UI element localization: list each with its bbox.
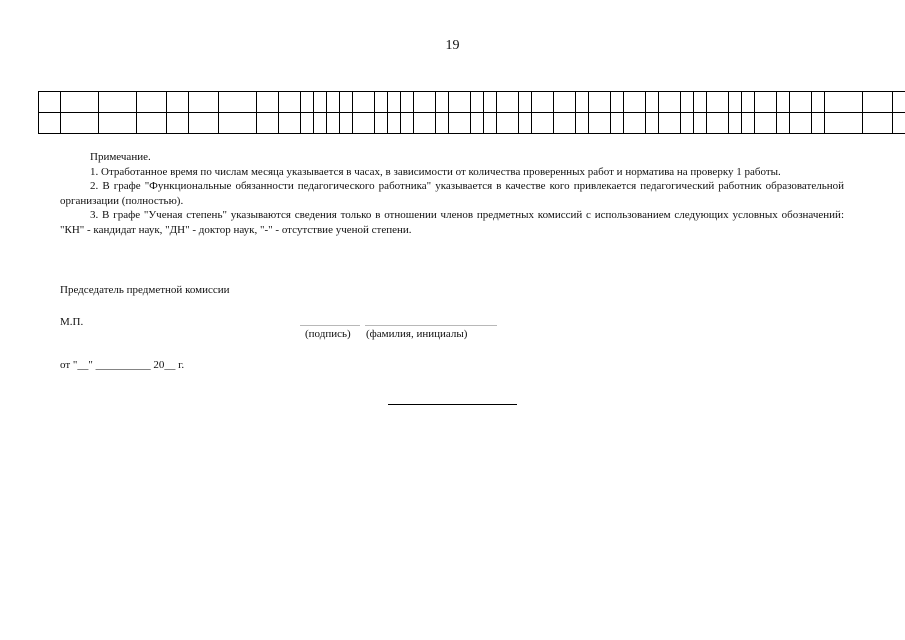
table-cell (707, 113, 729, 134)
table-cell (825, 113, 863, 134)
page-number: 19 (445, 38, 460, 53)
table-cell (659, 92, 681, 113)
table-cell (497, 92, 519, 113)
table-cell (863, 92, 893, 113)
table-cell (646, 113, 659, 134)
table-cell (755, 113, 777, 134)
end-rule (388, 404, 517, 405)
table-cell (532, 113, 554, 134)
table-cell (375, 113, 388, 134)
table-cell (624, 113, 646, 134)
name-line (365, 325, 497, 326)
table-cell (681, 113, 694, 134)
table-cell (61, 92, 99, 113)
table-cell (519, 113, 532, 134)
table-row (39, 113, 905, 134)
table-cell (219, 92, 257, 113)
table-cell (589, 92, 611, 113)
table-cell (401, 113, 414, 134)
notes-heading: Примечание. (90, 151, 151, 163)
table-cell (576, 113, 589, 134)
stamp-label: М.П. (60, 316, 84, 328)
table-cell (301, 92, 314, 113)
table-cell (99, 113, 137, 134)
note-item-1: 1. Отработанное время по числам месяца указывается в часах, в зависимости от количества проверенных работ и норматива на проверку 1 работы. (90, 165, 781, 178)
table-cell (471, 113, 484, 134)
table-cell (681, 92, 694, 113)
notes-section (60, 150, 844, 237)
table-cell (388, 92, 401, 113)
table-cell (167, 92, 189, 113)
table-cell (167, 113, 189, 134)
table-cell (137, 92, 167, 113)
table-cell (436, 92, 449, 113)
table-cell (893, 92, 905, 113)
table-cell (39, 113, 61, 134)
table-cell (301, 113, 314, 134)
table-cell (777, 92, 790, 113)
table-cell (707, 92, 729, 113)
table-cell (436, 113, 449, 134)
table-cell (777, 113, 790, 134)
table-cell (340, 113, 353, 134)
table-cell (414, 113, 436, 134)
table-cell (729, 113, 742, 134)
table-cell (279, 113, 301, 134)
note-item-2: 2. В графе "Функциональные обязанности педагогического работника" указывается в качестве кого привлекается педагогический работник образовательной организации (полностью). (60, 180, 844, 207)
table-cell (388, 113, 401, 134)
table-cell (790, 113, 812, 134)
table-cell (327, 113, 340, 134)
table-cell (257, 92, 279, 113)
data-table (38, 91, 905, 134)
table-cell (576, 92, 589, 113)
table-cell (825, 92, 863, 113)
table-cell (812, 113, 825, 134)
name-caption: (фамилия, инициалы) (366, 328, 468, 340)
table-cell (694, 92, 707, 113)
table-cell (611, 113, 624, 134)
table-cell (484, 113, 497, 134)
table-cell (327, 92, 340, 113)
table-row (39, 92, 905, 113)
signature-caption: (подпись) (305, 328, 351, 340)
table-cell (532, 92, 554, 113)
table-cell (137, 113, 167, 134)
table-cell (449, 113, 471, 134)
table-cell (755, 92, 777, 113)
table-cell (353, 113, 375, 134)
table-cell (694, 113, 707, 134)
table-cell (314, 113, 327, 134)
table-cell (497, 113, 519, 134)
table-cell (893, 113, 905, 134)
table-cell (471, 92, 484, 113)
table-cell (314, 92, 327, 113)
table-cell (589, 113, 611, 134)
table-cell (257, 113, 279, 134)
table-cell (812, 92, 825, 113)
table-cell (484, 92, 497, 113)
table-cell (219, 113, 257, 134)
table-cell (279, 92, 301, 113)
signature-line (300, 325, 360, 326)
date-line: от "__" __________ 20__ г. (60, 359, 185, 371)
table-cell (340, 92, 353, 113)
table-cell (414, 92, 436, 113)
table-cell (39, 92, 61, 113)
table-cell (646, 92, 659, 113)
table-cell (99, 92, 137, 113)
table-cell (353, 92, 375, 113)
table-cell (624, 92, 646, 113)
table-cell (375, 92, 388, 113)
table-cell (554, 113, 576, 134)
table-cell (729, 92, 742, 113)
note-item-3: 3. В графе "Ученая степень" указываются сведения только в отношении членов предметных комиссий с использованием следующих условных обозначений: "КН" - кандидат наук, "ДН" - доктор наук, "-" - отсутствие ученой степени. (60, 209, 844, 236)
table-cell (790, 92, 812, 113)
table-cell (449, 92, 471, 113)
table-cell (61, 113, 99, 134)
table-cell (742, 92, 755, 113)
table-cell (401, 92, 414, 113)
table-cell (189, 113, 219, 134)
table-cell (659, 113, 681, 134)
table-cell (863, 113, 893, 134)
chairman-label: Председатель предметной комиссии (60, 284, 230, 296)
table-cell (189, 92, 219, 113)
table-cell (742, 113, 755, 134)
table-cell (554, 92, 576, 113)
table-cell (519, 92, 532, 113)
table-cell (611, 92, 624, 113)
